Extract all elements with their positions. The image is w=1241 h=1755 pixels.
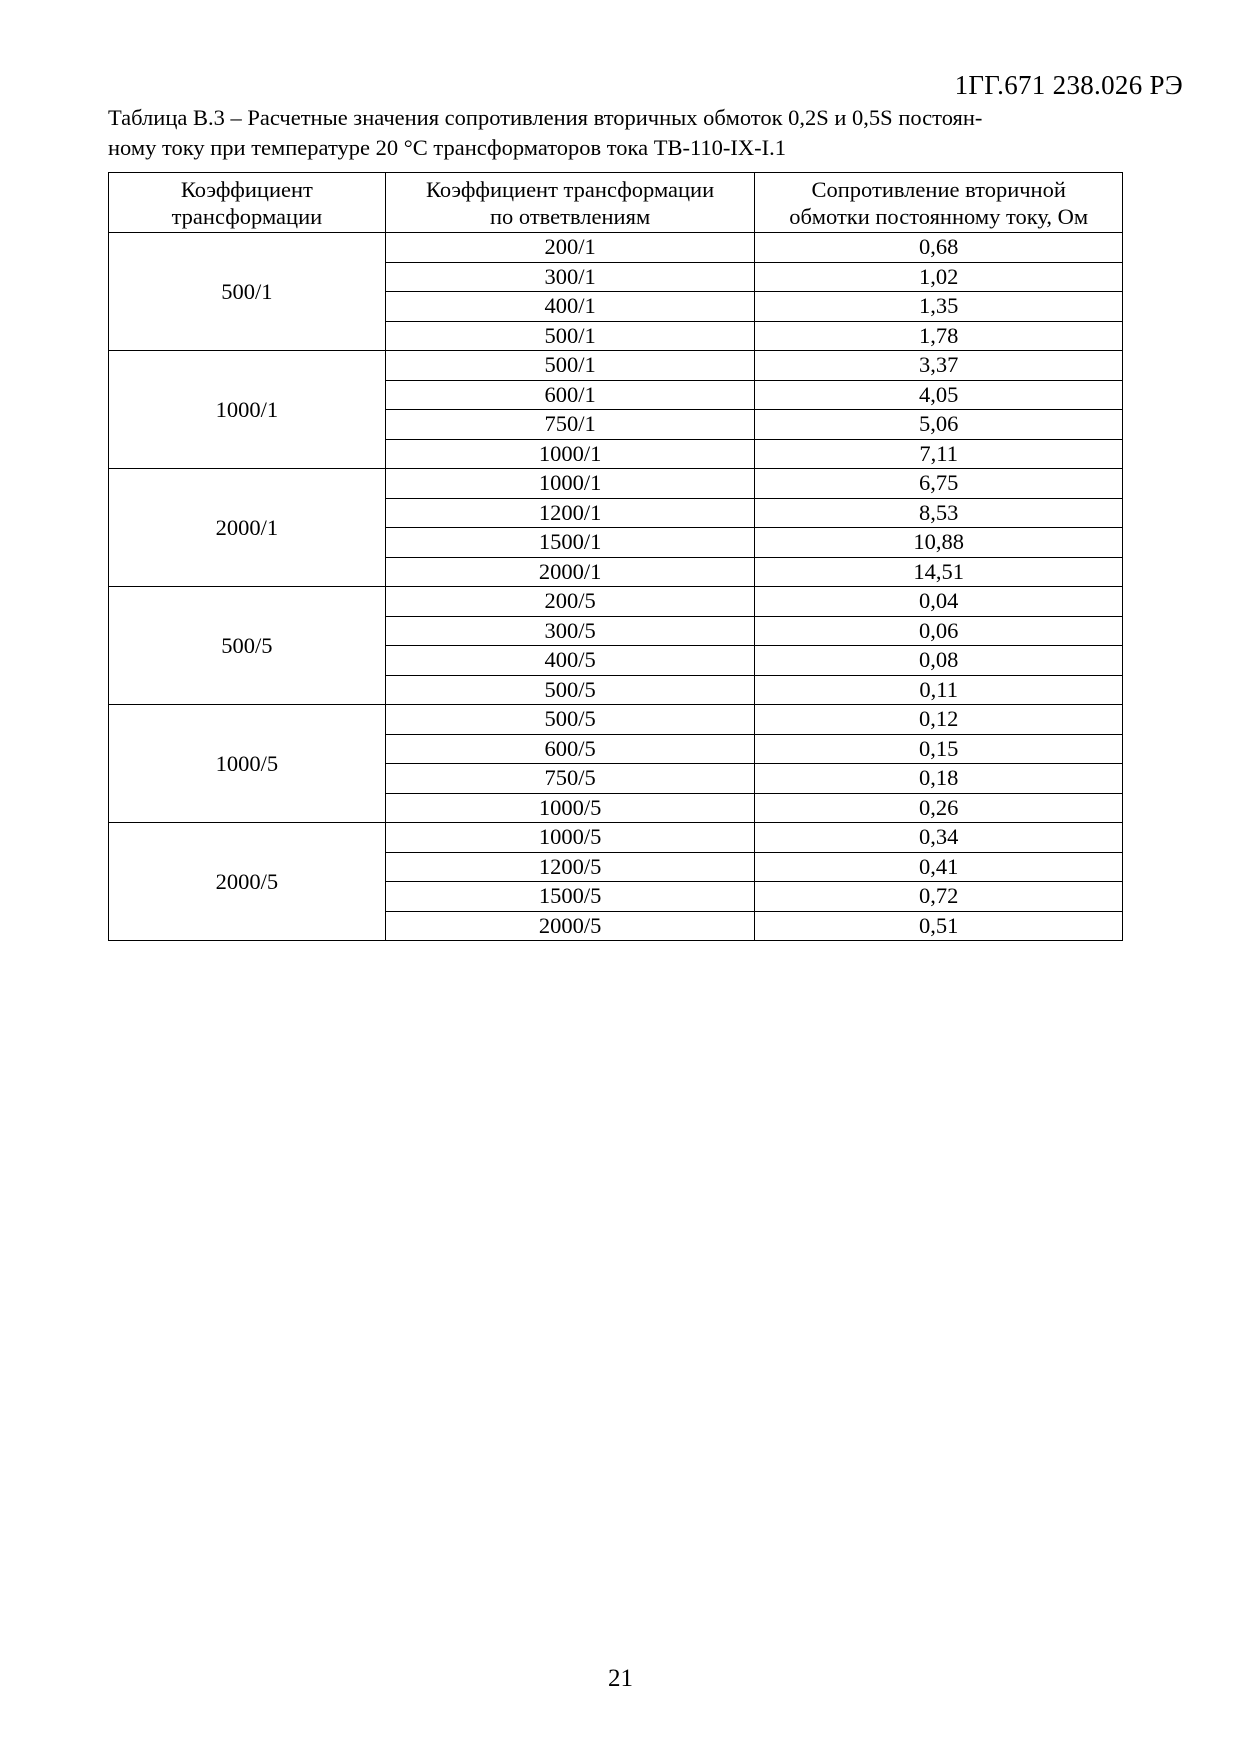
ratio-cell: 500/1 [109, 233, 386, 351]
resistance-cell: 3,37 [755, 351, 1123, 381]
resistance-cell: 0,11 [755, 675, 1123, 705]
table-row [109, 469, 1123, 499]
header-tap-ratio-line-1: Коэффициент трансформации [425, 176, 715, 202]
tap-ratio-cell: 1000/1 [385, 439, 755, 469]
header-resistance-line-1: Сопротивление вторичной [811, 176, 1066, 202]
tap-ratio-cell: 750/5 [385, 764, 755, 794]
tap-ratio-cell: 1500/1 [385, 528, 755, 558]
table-row [109, 587, 1123, 617]
resistance-cell: 5,06 [755, 410, 1123, 440]
tap-ratio-cell: 1200/5 [385, 852, 755, 882]
header-ratio-line-1: Коэффициент [180, 176, 313, 202]
resistance-cell: 0,68 [755, 233, 1123, 263]
tap-ratio-cell: 1200/1 [385, 498, 755, 528]
resistance-cell: 10,88 [755, 528, 1123, 558]
tap-ratio-cell: 500/1 [385, 351, 755, 381]
tap-ratio-cell: 750/1 [385, 410, 755, 440]
tap-ratio-cell: 1500/5 [385, 882, 755, 912]
document-code: 1ГГ.671 238.026 РЭ [954, 70, 1183, 100]
resistance-cell: 1,35 [755, 292, 1123, 322]
table-row [109, 351, 1123, 381]
header-ratio-line-2: трансформации [171, 203, 323, 229]
tap-ratio-cell: 400/1 [385, 292, 755, 322]
resistance-cell: 0,08 [755, 646, 1123, 676]
caption-line-2: ному току при температуре 20 °С трансформаторов тока ТВ-110-IX-I.1 [108, 135, 786, 160]
resistance-cell: 0,72 [755, 882, 1123, 912]
resistance-cell: 0,51 [755, 911, 1123, 941]
tap-ratio-cell: 200/1 [385, 233, 755, 263]
header-resistance-line-2: обмотки постоянному току, Ом [789, 203, 1089, 229]
tap-ratio-cell: 200/5 [385, 587, 755, 617]
resistance-cell: 1,02 [755, 262, 1123, 292]
page-number: 21 [608, 1665, 633, 1692]
tap-ratio-cell: 1000/5 [385, 823, 755, 853]
resistance-cell: 6,75 [755, 469, 1123, 499]
table-row [109, 823, 1123, 853]
resistance-cell: 7,11 [755, 439, 1123, 469]
tap-ratio-cell: 1000/5 [385, 793, 755, 823]
table-row [109, 233, 1123, 263]
tap-ratio-cell: 2000/1 [385, 557, 755, 587]
tap-ratio-cell: 600/5 [385, 734, 755, 764]
header-tap-ratio [385, 173, 755, 233]
ratio-cell: 2000/5 [109, 823, 386, 941]
table-row [109, 705, 1123, 735]
table-caption [108, 103, 1138, 163]
resistance-table [108, 172, 1123, 941]
resistance-cell: 0,41 [755, 852, 1123, 882]
ratio-cell: 500/5 [109, 587, 386, 705]
resistance-cell: 0,12 [755, 705, 1123, 735]
resistance-cell: 0,18 [755, 764, 1123, 794]
tap-ratio-cell: 400/5 [385, 646, 755, 676]
table-header-row [109, 173, 1123, 233]
resistance-cell: 0,34 [755, 823, 1123, 853]
resistance-cell: 0,04 [755, 587, 1123, 617]
tap-ratio-cell: 1000/1 [385, 469, 755, 499]
resistance-cell: 4,05 [755, 380, 1123, 410]
table-body [109, 233, 1123, 941]
resistance-cell: 8,53 [755, 498, 1123, 528]
resistance-cell: 1,78 [755, 321, 1123, 351]
ratio-cell: 1000/1 [109, 351, 386, 469]
resistance-cell: 0,06 [755, 616, 1123, 646]
resistance-cell: 14,51 [755, 557, 1123, 587]
caption-line-1: Таблица В.3 – Расчетные значения сопротивления вторичных обмоток 0,2S и 0,5S постоян- [108, 105, 983, 130]
ratio-cell: 2000/1 [109, 469, 386, 587]
tap-ratio-cell: 300/5 [385, 616, 755, 646]
ratio-cell: 1000/5 [109, 705, 386, 823]
header-resistance [755, 173, 1123, 233]
tap-ratio-cell: 2000/5 [385, 911, 755, 941]
header-tap-ratio-line-2: по ответвлениям [489, 203, 651, 229]
tap-ratio-cell: 500/1 [385, 321, 755, 351]
tap-ratio-cell: 300/1 [385, 262, 755, 292]
tap-ratio-cell: 500/5 [385, 675, 755, 705]
tap-ratio-cell: 500/5 [385, 705, 755, 735]
header-ratio [109, 173, 386, 233]
resistance-cell: 0,15 [755, 734, 1123, 764]
resistance-cell: 0,26 [755, 793, 1123, 823]
tap-ratio-cell: 600/1 [385, 380, 755, 410]
